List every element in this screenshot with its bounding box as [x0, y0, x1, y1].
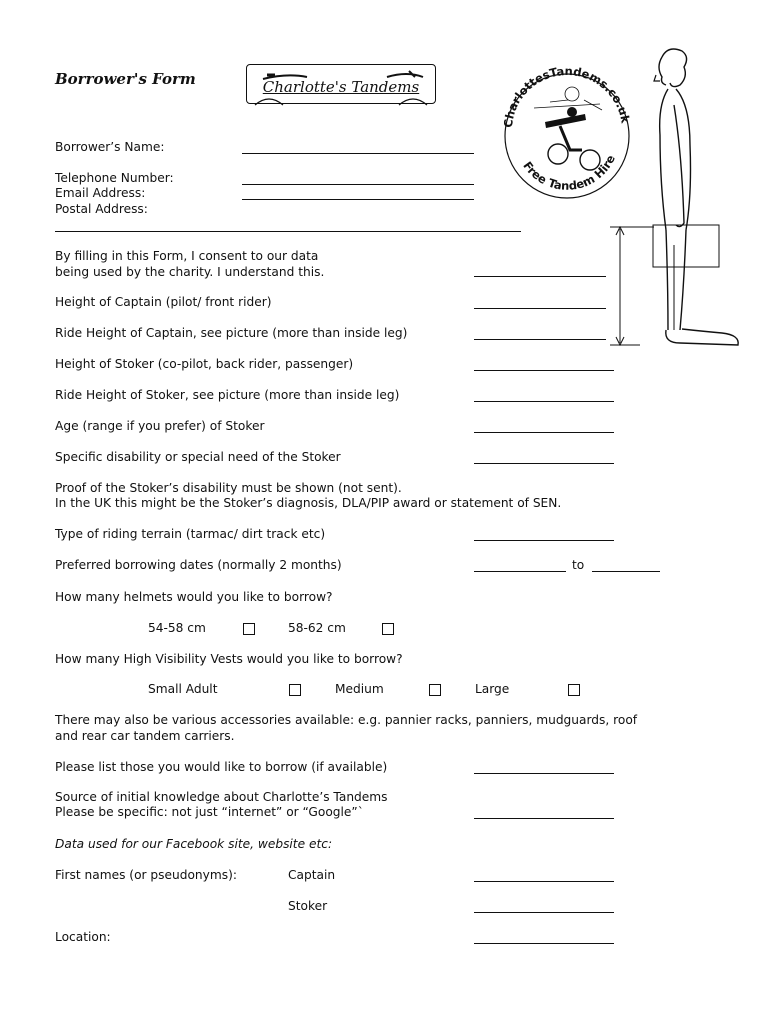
borrower-name-label: Borrower’s Name: [55, 140, 165, 154]
telephone-label: Telephone Number: [55, 171, 174, 185]
stoker-height-label: Height of Stoker (co-pilot, back rider, passenger) [55, 357, 354, 371]
vests-label: How many High Visibility Vests would you like to borrow? [55, 652, 403, 666]
dates-label: Preferred borrowing dates (normally 2 months) [55, 558, 342, 572]
vest-small-label: Small Adult [148, 682, 218, 696]
proof-line-1: Proof of the Stoker’s disability must be shown (not sent). [55, 481, 402, 495]
consent-line-2: being used by the charity. I understand this. [55, 265, 325, 279]
logo-text: Charlotte's Tandems [262, 78, 420, 96]
postal-address-field[interactable] [55, 231, 521, 232]
vest-large-label: Large [475, 682, 510, 696]
vest-large-checkbox[interactable] [568, 684, 580, 696]
postal-address-label: Postal Address: [55, 202, 148, 216]
page-title: Borrower's Form [55, 70, 196, 88]
location-label: Location: [55, 930, 111, 944]
vest-small-checkbox[interactable] [289, 684, 301, 696]
disability-label: Specific disability or special need of the Stoker [55, 450, 341, 464]
helmet-small-checkbox[interactable] [243, 623, 255, 635]
date-to-field[interactable] [592, 571, 660, 572]
consent-line-1: By filling in this Form, I consent to our data [55, 249, 319, 263]
publicity-heading: Data used for our Facebook site, website etc: [55, 837, 333, 851]
first-names-label: First names (or pseudonyms): [55, 868, 237, 882]
ride-height-illustration-icon [610, 45, 740, 365]
stoker-age-label: Age (range if you prefer) of Stoker [55, 419, 265, 433]
accessories-list-field[interactable] [474, 773, 614, 774]
badge-top-text: CharlottesTandems.co.uk [500, 63, 633, 129]
source-line-2: Please be specific: not just “internet” or “Google”` [55, 805, 364, 819]
source-field[interactable] [474, 818, 614, 819]
disability-field[interactable] [474, 463, 614, 464]
stoker-name-label: Stoker [288, 899, 328, 913]
consent-field[interactable] [474, 276, 606, 277]
terrain-field[interactable] [474, 540, 614, 541]
telephone-field[interactable] [242, 184, 474, 185]
stoker-ride-height-field[interactable] [474, 401, 614, 402]
captain-name-field[interactable] [474, 881, 614, 882]
accessories-list-label: Please list those you would like to borrow (if available) [55, 760, 388, 774]
accessories-line-2: and rear car tandem carriers. [55, 729, 235, 743]
source-line-1: Source of initial knowledge about Charlotte’s Tandems [55, 790, 388, 804]
captain-height-label: Height of Captain (pilot/ front rider) [55, 295, 272, 309]
dates-to-label: to [572, 558, 585, 572]
captain-name-label: Captain [288, 868, 336, 882]
stoker-age-field[interactable] [474, 432, 614, 433]
email-label: Email Address: [55, 186, 146, 200]
proof-line-2: In the UK this might be the Stoker’s diagnosis, DLA/PIP award or statement of SEN. [55, 496, 562, 510]
location-field[interactable] [474, 943, 614, 944]
charlottes-tandems-logo [246, 64, 436, 104]
helmet-large-label: 58-62 cm [288, 621, 346, 635]
helmets-label: How many helmets would you like to borrow? [55, 590, 333, 604]
captain-ride-height-label: Ride Height of Captain, see picture (more than inside leg) [55, 326, 408, 340]
vest-medium-label: Medium [335, 682, 384, 696]
helmet-small-label: 54-58 cm [148, 621, 206, 635]
date-from-field[interactable] [474, 571, 566, 572]
borrower-name-field[interactable] [242, 153, 474, 154]
helmet-large-checkbox[interactable] [382, 623, 394, 635]
stoker-height-field[interactable] [474, 370, 614, 371]
badge-bottom-text: Free Tandem Hire [520, 152, 618, 193]
vest-medium-checkbox[interactable] [429, 684, 441, 696]
stoker-ride-height-label: Ride Height of Stoker, see picture (more than inside leg) [55, 388, 400, 402]
email-field[interactable] [242, 199, 474, 200]
captain-ride-height-field[interactable] [474, 339, 606, 340]
terrain-label: Type of riding terrain (tarmac/ dirt track etc) [55, 527, 326, 541]
stoker-name-field[interactable] [474, 912, 614, 913]
captain-height-field[interactable] [474, 308, 606, 309]
accessories-line-1: There may also be various accessories available: e.g. pannier racks, panniers, mudguards, roof [55, 713, 638, 727]
